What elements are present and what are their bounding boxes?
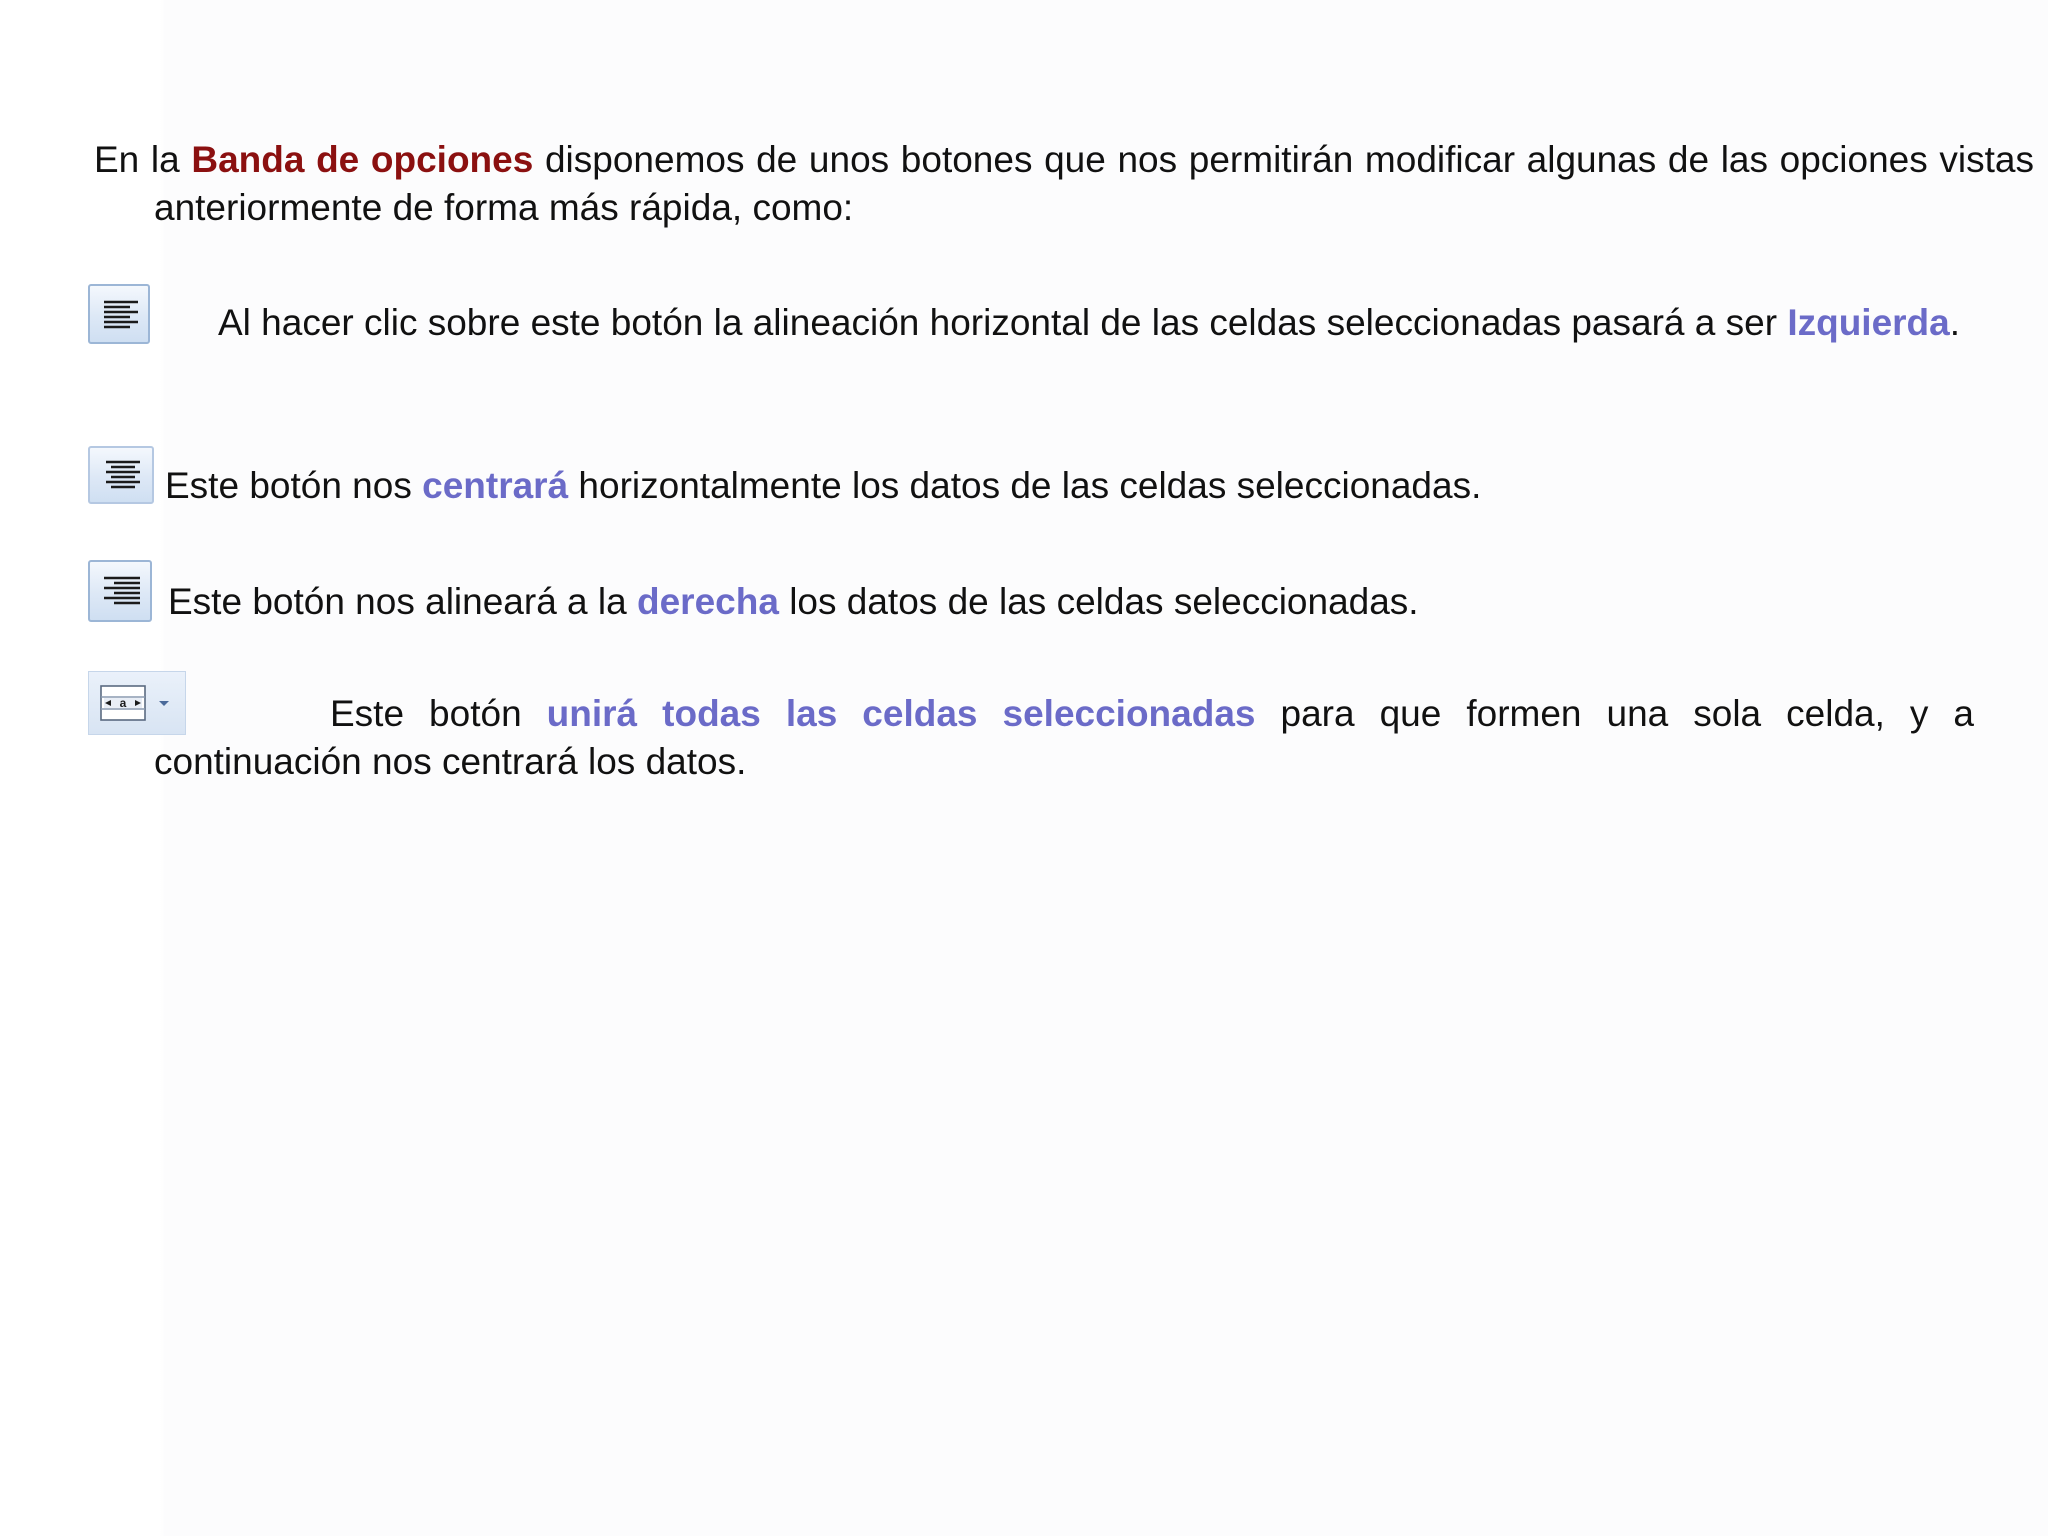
align-right-icon bbox=[90, 562, 154, 624]
item-merge-center-text: Este botón unirá todas las celdas seleccionadas para que formen una sola celda, y a continuación nos centrará los datos. bbox=[154, 693, 1975, 782]
centrara-highlight: centrará bbox=[422, 465, 569, 506]
item-align-left-text: Al hacer clic sobre este botón la alineación horizontal de las celdas seleccionadas pasará a ser Izquierda. bbox=[218, 302, 1961, 343]
unira-todas-highlight: unirá todas las celdas seleccionadas bbox=[546, 693, 1256, 734]
izquierda-highlight: Izquierda bbox=[1787, 302, 1950, 343]
item-align-center-text: Este botón nos centrará horizontalmente los datos de las celdas seleccionadas. bbox=[165, 465, 1482, 506]
align-right-button[interactable] bbox=[88, 560, 152, 622]
intro-paragraph: En la Banda de opciones disponemos de unos botones que nos permitirán modificar algunas de las opciones vistas anteriormente de forma más rápida, como: bbox=[94, 139, 2034, 228]
banda-de-opciones-highlight: Banda de opciones bbox=[191, 139, 534, 180]
align-center-icon bbox=[90, 448, 156, 506]
derecha-highlight: derecha bbox=[637, 581, 779, 622]
svg-text:a: a bbox=[119, 696, 127, 710]
align-center-button[interactable] bbox=[88, 446, 154, 504]
item-align-right-text: Este botón nos alineará a la derecha los datos de las celdas seleccionadas. bbox=[168, 581, 1419, 622]
